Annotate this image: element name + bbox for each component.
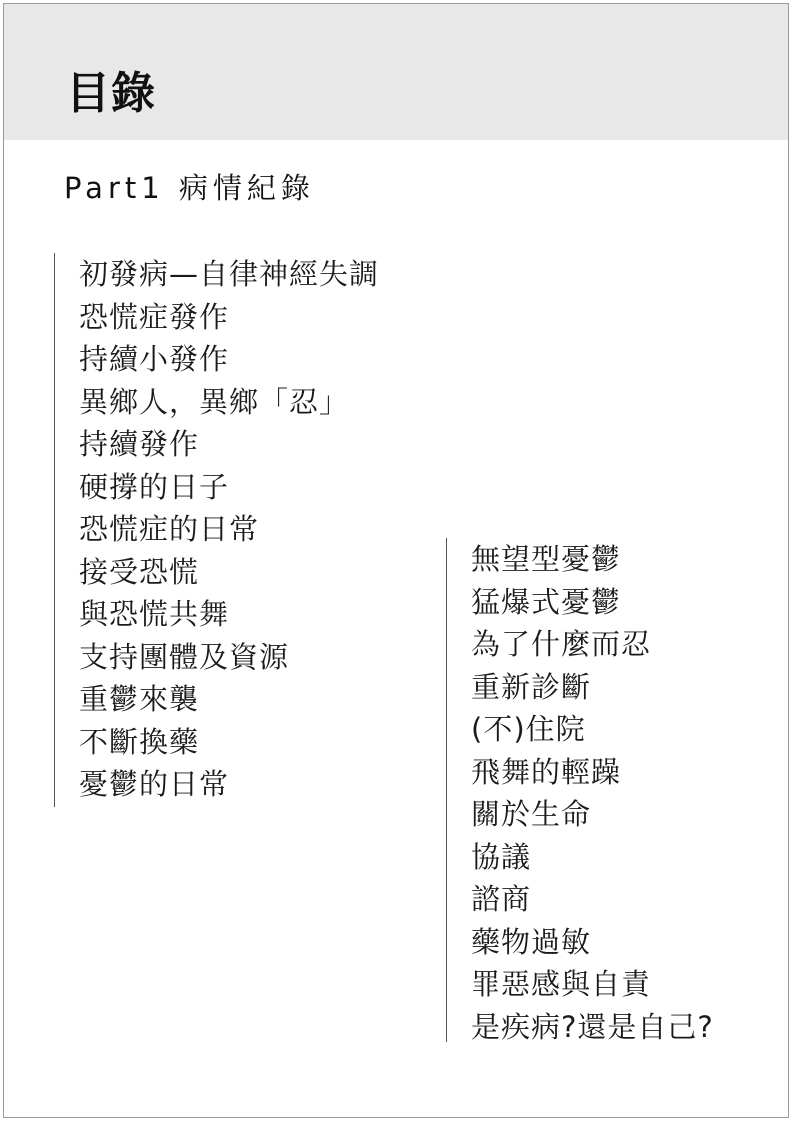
- toc-entry[interactable]: 硬撐的日子: [79, 469, 230, 504]
- toc-entry[interactable]: 無望型憂鬱: [471, 542, 622, 576]
- toc-entry[interactable]: 支持團體及資源: [79, 639, 290, 674]
- toc-entry[interactable]: 異鄉人，異鄉「忍」: [79, 384, 350, 419]
- toc-entry[interactable]: 罪惡感與自責: [471, 967, 652, 1001]
- toc-entry[interactable]: 不斷換藥: [79, 724, 200, 759]
- toc-entry[interactable]: 重新診斷: [471, 669, 592, 704]
- toc-entry[interactable]: 持續發作: [79, 427, 200, 461]
- toc-entry[interactable]: 關於生命: [471, 797, 592, 831]
- toc-entry[interactable]: 重鬱來襲: [79, 682, 200, 716]
- toc-entry[interactable]: 憂鬱的日常: [79, 767, 230, 801]
- toc-entry[interactable]: 恐慌症發作: [79, 299, 230, 334]
- toc-entry[interactable]: (不)住院: [471, 712, 586, 746]
- toc-entry[interactable]: 接受恐慌: [79, 554, 200, 589]
- toc-entry[interactable]: 協議: [471, 839, 532, 874]
- toc-list-right: [447, 538, 714, 1048]
- toc-entry[interactable]: 持續小發作: [79, 342, 230, 376]
- toc-entry[interactable]: 猛爆式憂鬱: [471, 584, 622, 619]
- page-title: 目錄: [66, 68, 156, 119]
- toc-left-column: [54, 253, 379, 807]
- toc-entry[interactable]: 恐慌症的日常: [79, 512, 260, 546]
- part-heading: Part1 病情紀錄: [64, 171, 315, 205]
- toc-entry[interactable]: 飛舞的輕躁: [471, 754, 622, 789]
- toc-entry[interactable]: 為了什麼而忍: [471, 627, 652, 661]
- toc-entry[interactable]: 諮商: [471, 882, 532, 916]
- toc-entry[interactable]: 是疾病?還是自己?: [471, 1009, 714, 1044]
- toc-list-left: [55, 253, 379, 806]
- toc-entry[interactable]: 初發病—自律神經失調: [79, 257, 380, 291]
- toc-entry[interactable]: 與恐慌共舞: [79, 597, 230, 631]
- toc-entry[interactable]: 藥物過敏: [471, 924, 592, 959]
- toc-right-column: [446, 538, 714, 1042]
